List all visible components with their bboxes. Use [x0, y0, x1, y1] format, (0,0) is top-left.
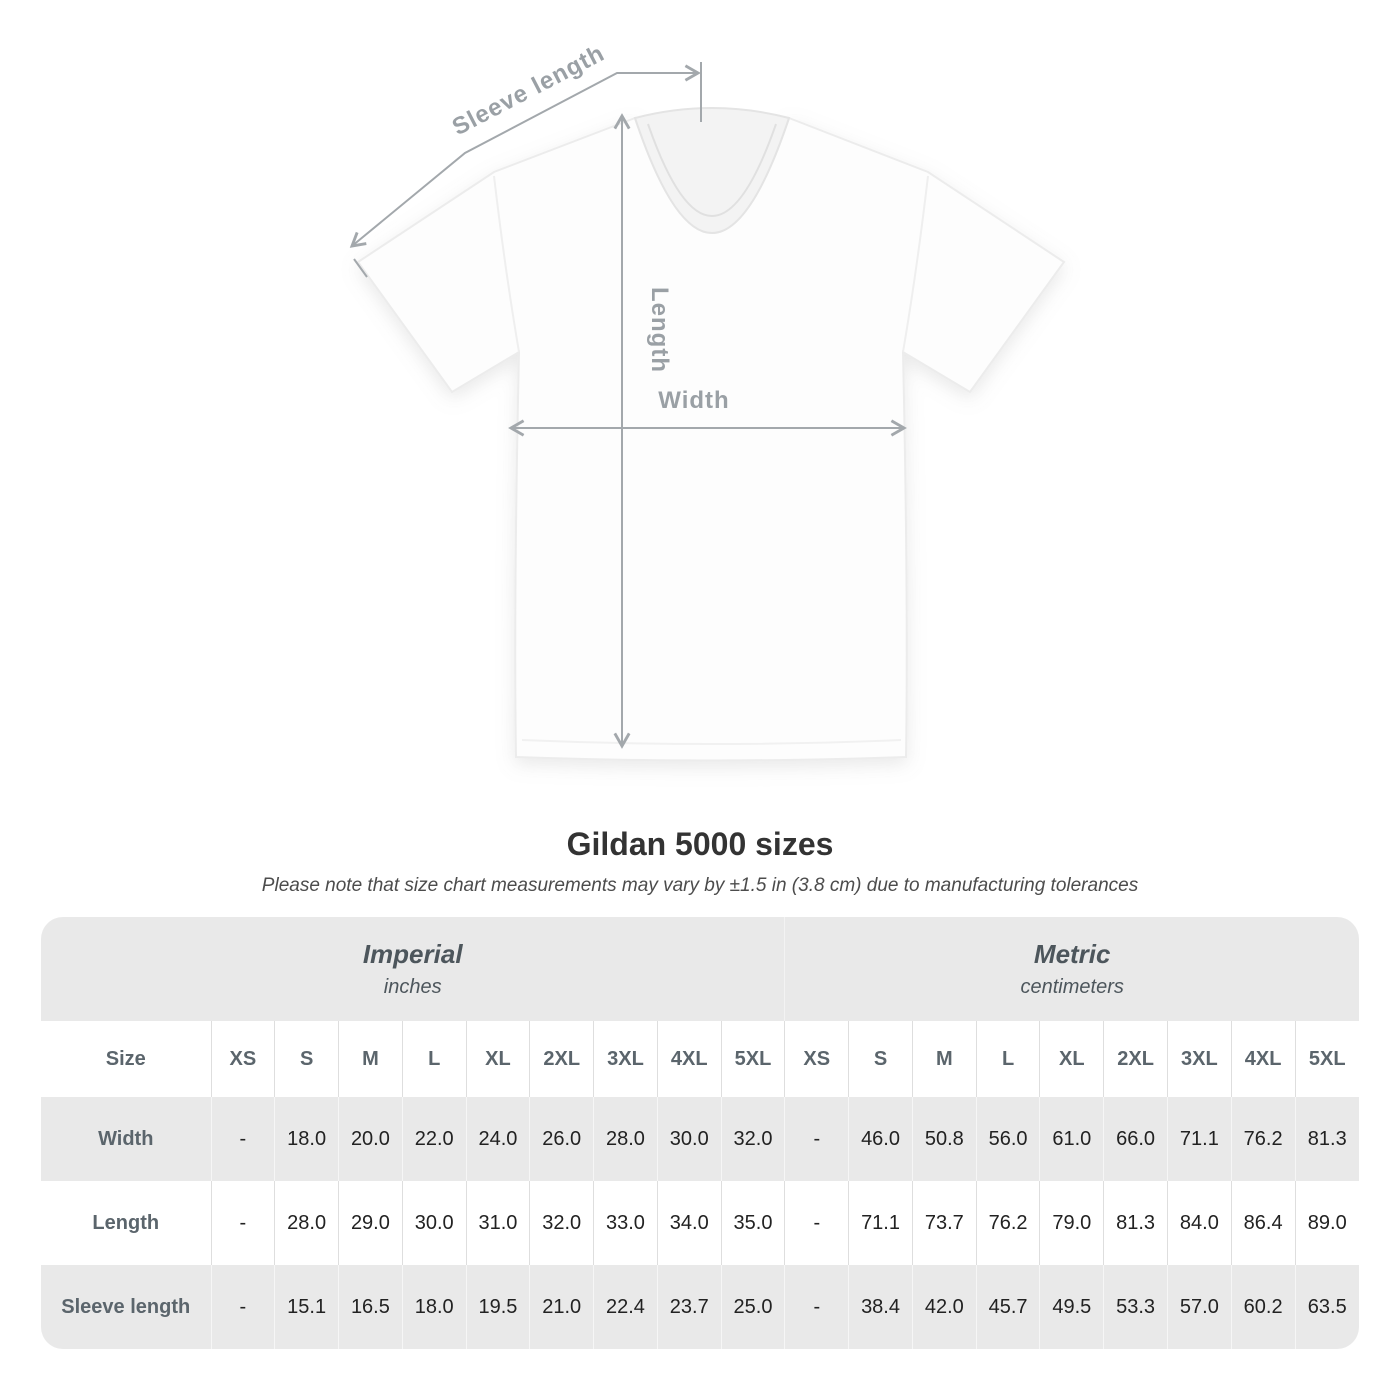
value-cell: 76.2	[976, 1181, 1040, 1265]
value-cell: 49.5	[1040, 1265, 1104, 1349]
size-table-container	[41, 917, 1359, 1349]
value-cell: -	[785, 1097, 849, 1181]
size-col-header: M	[912, 1021, 976, 1097]
value-cell: 57.0	[1167, 1265, 1231, 1349]
size-col-header: XS	[211, 1021, 275, 1097]
value-cell: 76.2	[1231, 1097, 1295, 1181]
size-table	[41, 917, 1359, 1349]
value-cell: 42.0	[912, 1265, 976, 1349]
unit-group-label: Imperial	[362, 939, 463, 969]
row-label: Sleeve length	[41, 1265, 211, 1349]
value-cell: 24.0	[466, 1097, 530, 1181]
unit-group-label: Metric	[1033, 939, 1111, 969]
value-cell: 63.5	[1295, 1265, 1359, 1349]
size-col-header: L	[402, 1021, 466, 1097]
size-col-header: XL	[466, 1021, 530, 1097]
value-cell: 61.0	[1040, 1097, 1104, 1181]
value-cell: 56.0	[976, 1097, 1040, 1181]
value-cell: -	[785, 1181, 849, 1265]
value-cell: 53.3	[1104, 1265, 1168, 1349]
size-col-header: 5XL	[1295, 1021, 1359, 1097]
value-cell: 45.7	[976, 1265, 1040, 1349]
unit-group-sublabel: inches	[383, 976, 442, 998]
size-col-header: L	[976, 1021, 1040, 1097]
value-cell: 20.0	[339, 1097, 403, 1181]
unit-group-metric	[785, 917, 1359, 1021]
table-row-length	[41, 1181, 1359, 1265]
value-cell: 60.2	[1231, 1265, 1295, 1349]
size-col-header: 3XL	[1167, 1021, 1231, 1097]
value-cell: 34.0	[657, 1181, 721, 1265]
value-cell: 81.3	[1104, 1181, 1168, 1265]
page-title: Gildan 5000 sizes	[566, 826, 834, 862]
unit-group-sublabel: centimeters	[1020, 976, 1124, 998]
value-cell: 79.0	[1040, 1181, 1104, 1265]
value-cell: 23.7	[657, 1265, 721, 1349]
value-cell: 38.4	[849, 1265, 913, 1349]
value-cell: 22.4	[594, 1265, 658, 1349]
size-col-header: 2XL	[1104, 1021, 1168, 1097]
value-cell: 33.0	[594, 1181, 658, 1265]
value-cell: 84.0	[1167, 1181, 1231, 1265]
tolerance-note: Please note that size chart measurements may vary by ±1.5 in (3.8 cm) due to manufacturing tolerances	[261, 875, 1139, 896]
value-cell: 16.5	[339, 1265, 403, 1349]
unit-group-row	[41, 917, 1359, 1021]
value-cell: 66.0	[1104, 1097, 1168, 1181]
size-col-header: 2XL	[530, 1021, 594, 1097]
value-cell: 71.1	[849, 1181, 913, 1265]
value-cell: 28.0	[275, 1181, 339, 1265]
value-cell: -	[211, 1181, 275, 1265]
value-cell: 46.0	[849, 1097, 913, 1181]
size-col-header: XL	[1040, 1021, 1104, 1097]
row-label: Length	[41, 1181, 211, 1265]
value-cell: 35.0	[721, 1181, 785, 1265]
value-cell: 32.0	[721, 1097, 785, 1181]
value-cell: 29.0	[339, 1181, 403, 1265]
size-col-header: S	[275, 1021, 339, 1097]
value-cell: 89.0	[1295, 1181, 1359, 1265]
length-label: Length	[646, 287, 673, 373]
row-label: Width	[41, 1097, 211, 1181]
table-row-sleeve-length	[41, 1265, 1359, 1349]
value-cell: 81.3	[1295, 1097, 1359, 1181]
size-col-header: 5XL	[721, 1021, 785, 1097]
sleeve-length-label: Sleeve length	[447, 39, 610, 142]
value-cell: 19.5	[466, 1265, 530, 1349]
size-col-header: S	[849, 1021, 913, 1097]
value-cell: 18.0	[402, 1265, 466, 1349]
size-col-header: M	[339, 1021, 403, 1097]
value-cell: 71.1	[1167, 1097, 1231, 1181]
value-cell: 31.0	[466, 1181, 530, 1265]
size-col-header: 3XL	[594, 1021, 658, 1097]
value-cell: 21.0	[530, 1265, 594, 1349]
value-cell: 22.0	[402, 1097, 466, 1181]
value-cell: 30.0	[402, 1181, 466, 1265]
size-header-row	[41, 1021, 1359, 1097]
unit-group-imperial	[41, 917, 785, 1021]
value-cell: 32.0	[530, 1181, 594, 1265]
size-col-header: 4XL	[657, 1021, 721, 1097]
value-cell: 15.1	[275, 1265, 339, 1349]
value-cell: -	[785, 1265, 849, 1349]
value-cell: 26.0	[530, 1097, 594, 1181]
size-col-header: XS	[785, 1021, 849, 1097]
value-cell: 86.4	[1231, 1181, 1295, 1265]
tshirt-illustration	[358, 108, 1064, 761]
size-header-cell: Size	[41, 1021, 211, 1097]
value-cell: -	[211, 1097, 275, 1181]
value-cell: -	[211, 1265, 275, 1349]
table-row-width	[41, 1097, 1359, 1181]
value-cell: 25.0	[721, 1265, 785, 1349]
value-cell: 30.0	[657, 1097, 721, 1181]
size-col-header: 4XL	[1231, 1021, 1295, 1097]
value-cell: 50.8	[912, 1097, 976, 1181]
value-cell: 28.0	[594, 1097, 658, 1181]
value-cell: 18.0	[275, 1097, 339, 1181]
width-label: Width	[658, 387, 730, 414]
value-cell: 73.7	[912, 1181, 976, 1265]
